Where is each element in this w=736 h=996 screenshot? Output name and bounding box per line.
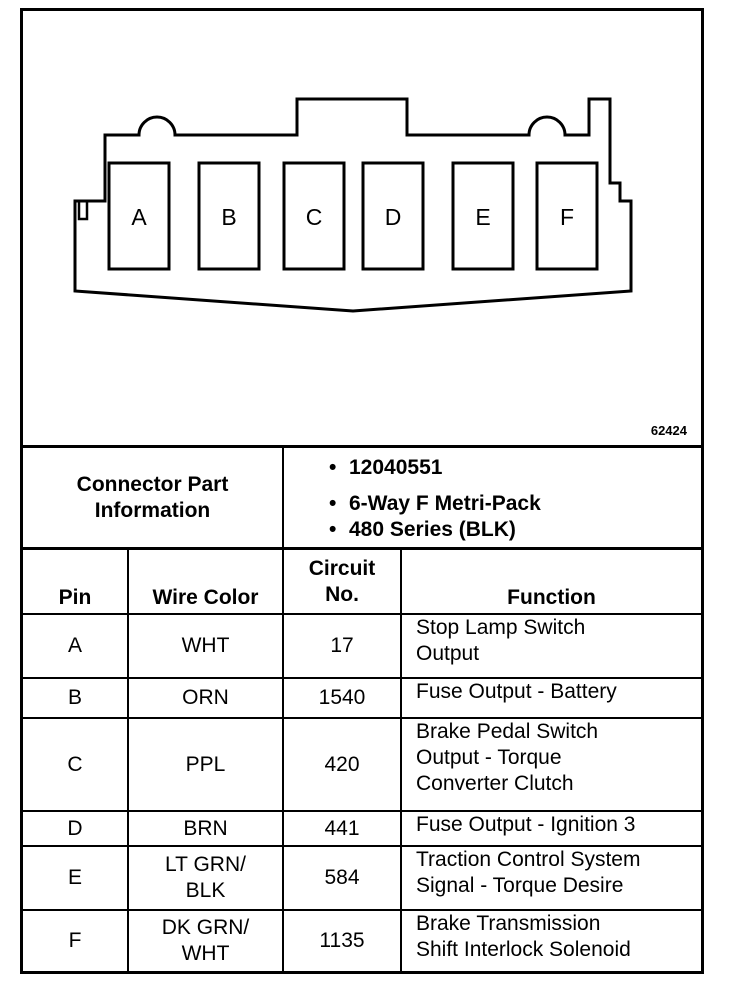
header-function: Function — [507, 586, 596, 609]
connector-diagram — [23, 11, 701, 445]
cell-wire-color — [129, 719, 282, 810]
header-wire-color: Wire Color — [152, 586, 259, 609]
cell-function-line: Brake Transmission — [416, 912, 601, 935]
cell-wire-color-line: ORN — [182, 686, 229, 709]
cell-wire-color-line: BLK — [185, 879, 226, 902]
cell-circuit-no — [284, 679, 400, 717]
cell-pin — [23, 719, 127, 810]
cell-pin-line: E — [67, 866, 82, 889]
cell-wire-color-line: BRN — [183, 816, 228, 840]
cell-circuit-no — [284, 911, 400, 971]
cell-pin — [23, 911, 127, 971]
cell-circuit-no-line: 1135 — [319, 929, 365, 952]
cell-circuit-no — [284, 719, 400, 810]
pin-label-e: E — [475, 204, 491, 230]
cell-function-line: Brake Pedal Switch — [416, 720, 599, 743]
cell-circuit-no-line: 584 — [324, 866, 360, 889]
cell-function-line: Stop Lamp Switch — [416, 616, 586, 639]
part-number: • 12040551 — [325, 455, 541, 481]
cell-pin — [23, 847, 127, 909]
pin-label-f: F — [559, 204, 575, 230]
cell-wire-color — [129, 812, 282, 845]
cell-circuit-no-line: 1540 — [318, 686, 366, 709]
cell-function — [402, 719, 701, 810]
cell-function-line: Signal - Torque Desire — [416, 874, 624, 897]
cell-function-line: Output - Torque — [416, 746, 562, 769]
connector-description: • 6-Way F Metri-Pack — [325, 491, 541, 517]
cell-pin-line: A — [67, 634, 82, 657]
cell-function — [402, 812, 701, 845]
header-circuit-no: Circuit No. — [308, 556, 376, 606]
cell-function — [402, 847, 701, 909]
cell-wire-color — [129, 679, 282, 717]
cell-function — [402, 679, 701, 717]
cell-pin-line: C — [67, 752, 83, 776]
figure-number: 62424 — [650, 423, 687, 438]
cell-circuit-no-line: 17 — [330, 634, 354, 657]
cell-function-line: Output — [416, 642, 480, 665]
cell-function-line: Converter Clutch — [416, 772, 574, 795]
cell-wire-color-line: PPL — [185, 752, 226, 776]
connector-info-sheet — [20, 8, 704, 974]
pin-label-c: C — [305, 204, 323, 230]
cell-function-line: Traction Control System — [416, 848, 641, 871]
cell-wire-color — [129, 911, 282, 971]
connector-description-cont: • 480 Series (BLK) — [325, 517, 541, 543]
divider — [282, 445, 284, 549]
cell-pin-line: D — [67, 816, 83, 840]
cell-circuit-no — [284, 847, 400, 909]
cell-wire-color-line: LT GRN/ — [165, 853, 246, 876]
cell-function — [402, 615, 701, 677]
cell-pin — [23, 615, 127, 677]
cell-wire-color-line: WHT — [181, 634, 230, 657]
part-info-label: Connector Part Information — [76, 472, 229, 522]
pin-label-b: B — [221, 204, 237, 230]
cell-wire-color-line: DK GRN/ — [161, 916, 250, 939]
cell-circuit-no — [284, 615, 400, 677]
cell-pin — [23, 812, 127, 845]
cell-pin-line: F — [68, 929, 82, 952]
pin-label-d: D — [384, 204, 402, 230]
cell-circuit-no — [284, 812, 400, 845]
cell-circuit-no-line: 420 — [324, 752, 360, 776]
cell-function-line: Fuse Output - Ignition 3 — [416, 813, 636, 836]
cell-wire-color — [129, 615, 282, 677]
cell-function-line: Fuse Output - Battery — [416, 680, 617, 703]
pin-label-a: A — [131, 204, 147, 230]
cell-function — [402, 911, 701, 971]
cell-circuit-no-line: 441 — [324, 816, 360, 840]
cell-pin — [23, 679, 127, 717]
cell-function-line: Shift Interlock Solenoid — [416, 938, 631, 961]
cell-pin-line: B — [67, 686, 82, 709]
cell-wire-color-line: WHT — [181, 942, 230, 965]
header-pin: Pin — [58, 586, 92, 609]
cell-wire-color — [129, 847, 282, 909]
part-info-details — [325, 455, 541, 543]
